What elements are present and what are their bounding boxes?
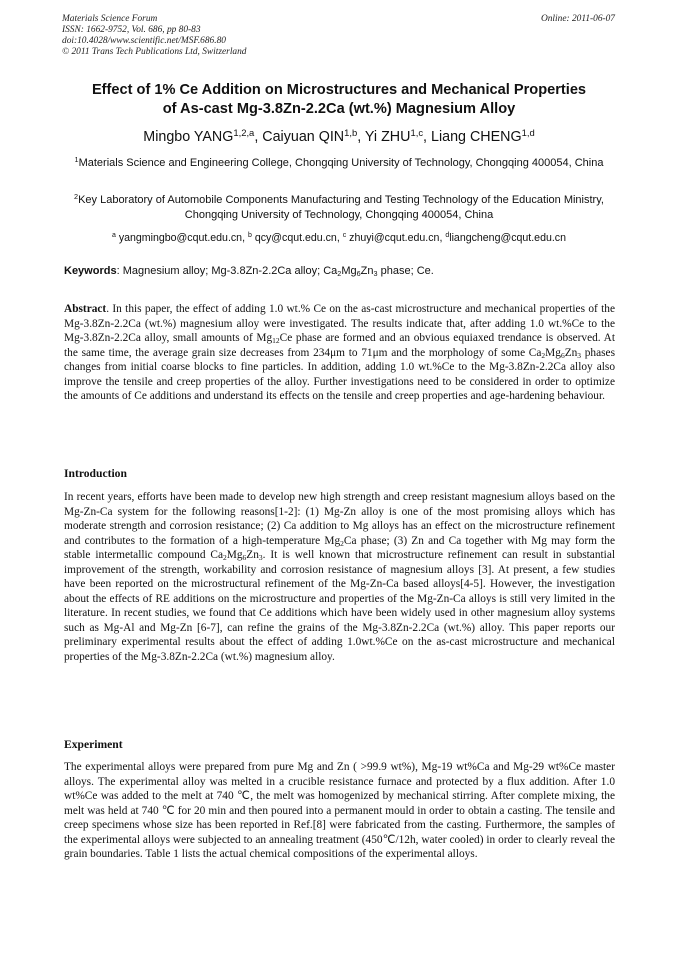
subscript: 3	[258, 553, 263, 563]
introduction-heading: Introduction	[64, 467, 127, 480]
email-mark: c	[342, 232, 347, 240]
subscript: 2	[541, 350, 546, 360]
journal-name: Materials Science Forum	[62, 14, 158, 24]
journal-issn: ISSN: 1662-9752, Vol. 686, pp 80-83	[62, 25, 201, 35]
introduction-text: Zn	[246, 549, 259, 562]
subscript: 6	[560, 350, 565, 360]
introduction-text: . It is well known that microstructure refinement can result in substantial improvement of the strength, workability and corrosion resistance of magnesium alloys [3]. At present, a few studies have been reported on the microstructural refinement of the Mg-Zn-Ca based alloys[4-5]. However, the investigation about the effects of RE additions on the microstructure and properties of the Mg-Zn-Ca alloys is still very limited in the literature. In recent studies, we found that Ce additions which have been widely used in other magnesium alloy systems such as Mg-Al and Mg-Zn [6-7], can refine the grains of the Mg-3.8Zn-2.2Ca (wt.%) alloy. This paper reports our preliminary experimental results about the effect of adding 1.0wt.%Ce on the as-cast microstructure and mechanical properties of the Mg-3.8Zn-2.2Ca (wt.%) magnesium alloy.	[64, 549, 615, 664]
abstract-paragraph	[64, 302, 615, 404]
keywords-text: phase; Ce.	[377, 265, 434, 277]
author-name: Mingbo YANG	[143, 129, 234, 145]
subscript: 12	[272, 335, 280, 345]
title-line-1: Effect of 1% Ce Addition on Microstructures and Mechanical Properties	[91, 82, 587, 98]
author-list: Mingbo YANG$^{1,2,a}$, Caiyuan QIN$^{1,b}$, Yi ZHU$^{1,c}$, Liang CHENG$^{1,d}$	[143, 126, 535, 145]
experiment-paragraph: The experimental alloys were prepared from pure Mg and Zn ( >99.9 wt%), Mg-19 wt%Ca and Mg-29 wt%Ce master alloys. The experimental alloy was melted in a crucible resistance furnace and protected by a flux addition. After 1.0 wt%Ce was added to the melt at 740 ℃, the melt was homogenized by mechanical stirring. After complete mixing, the melt was held at 740 ℃ for 20 min and then poured into a permanent mould in order to obtain a casting. The tensile and creep specimens whose size has been reported in Ref.[8] were fabricated from the casting. Furthermore, the samples of the experimental alloys were subjected to an annealing treatment (450℃/12h, water cooled) in order to clearly reveal the grain boundaries. Table 1 lists the actual chemical compositions of the experimental alloys.	[64, 761, 615, 861]
journal-doi: doi:10.4028/www.scientific.net/MSF.686.80	[62, 36, 226, 46]
email-address[interactable]: qcy@cqut.edu.cn	[254, 232, 337, 244]
online-date: Online: 2011-06-07	[540, 14, 615, 24]
affiliation-mark: 1	[74, 155, 79, 165]
author-affiliation-mark: 1,d	[521, 126, 535, 138]
affiliation-text: Key Laboratory of Automobile Components Manufacturing and Testing Technology of the Education Ministry, Chongqing University of Technology, Chongqing 400054, China	[78, 194, 604, 221]
affiliation-text: Materials Science and Engineering College, Chongqing University of Technology, Chongqing 400054, China	[78, 157, 604, 169]
subscript: 6	[242, 553, 247, 563]
title-line-2: of As-cast Mg-3.8Zn-2.2Ca (wt.%) Magnesium Alloy	[162, 101, 516, 117]
email-address[interactable]: zhuyi@cqut.edu.cn	[349, 232, 440, 244]
author-affiliation-mark: 1,c	[410, 126, 424, 138]
author-emails: $^a$ yangmingbo@cqut.edu.cn, $^b$ qcy@cqut.edu.cn, $^c$ zhuyi@cqut.edu.cn, $^d$liangcheng@cqut.edu.cn	[111, 232, 566, 244]
subscript: 6	[356, 268, 361, 278]
journal-copyright: © 2011 Trans Tech Publications Ltd, Switzerland	[62, 47, 247, 57]
keywords-text: Zn	[360, 265, 374, 277]
introduction-text: In recent years, efforts have been made to develop new high strength and creep resistant magnesium alloys based on the Mg-Zn-Ca system for the following reasons[1-2]: (1) Mg-Zn alloy is one of the most promising alloys which has moderate strength and corrosion resistance; (2) Ca addition to Mg alloys has an effect on the microstructure refinement and contributes to the formation of a high-temperature Mg	[64, 491, 615, 547]
introduction-text: Mg	[226, 549, 243, 562]
email-mark: a	[111, 232, 116, 240]
abstract-label: Abstract	[64, 303, 107, 315]
subscript: 2	[340, 538, 344, 548]
author-affiliation-mark: 1,2,a	[233, 126, 255, 138]
subscript: 2	[223, 553, 227, 563]
keywords-label: Keywords	[64, 265, 117, 277]
author-affiliation-mark: 1,b	[344, 126, 358, 138]
journal-header	[62, 14, 247, 58]
subscript: 2	[337, 268, 342, 278]
keywords-text: : Magnesium alloy; Mg-3.8Zn-2.2Ca alloy; Ca	[116, 265, 338, 277]
introduction-paragraph	[64, 490, 615, 665]
email-address[interactable]: liangcheng@cqut.edu.cn	[449, 232, 566, 244]
subscript: 3	[373, 268, 378, 278]
abstract-text: Zn	[564, 346, 578, 359]
keywords	[64, 264, 624, 278]
paper-title	[40, 81, 638, 119]
email-mark: d	[445, 232, 450, 240]
keywords-text: Mg	[341, 265, 357, 277]
author-name: Yi ZHU	[364, 129, 411, 145]
email-mark: b	[247, 232, 252, 240]
abstract-text: phases changes from initial coarse blocks to fine particles. In addition, adding 1.0 wt.%Ce to the Mg-3.8Zn-2.2Ca alloy also improve the tensile and creep properties of the alloy. Further investigations need to be considered in order to optimize the amounts of Ce additions and understand its effects on the tensile and creep properties and age-hardening behaviour.	[64, 346, 615, 403]
affiliation-1	[50, 156, 628, 171]
abstract-text: Mg	[545, 346, 561, 359]
affiliation-2	[50, 193, 628, 222]
email-address[interactable]: yangmingbo@cqut.edu.cn	[118, 232, 243, 244]
abstract-text: . In this paper, the effect of adding 1.0 wt.% Ce on the as-cast microstructure and mechanical properties of the Mg-3.8Zn-2.2Ca (wt.%) magnesium alloy were investigated. The results indicate that, after adding 1.0 wt.%Ce to the Mg-3.8Zn-2.2Ca alloy, small amounts of Mg	[64, 303, 615, 345]
experiment-heading: Experiment	[64, 738, 123, 751]
subscript: 3	[577, 350, 582, 360]
abstract-text: Ce phase are formed and an obvious equiaxed trendance is observed. At the same time, the average grain size decreases from 234μm to 71μm and the morphology of some Ca	[64, 332, 616, 359]
introduction-text: Ca phase; (3) Zn and Ca together with Mg may form the stable intermetallic compound Ca	[64, 534, 615, 562]
author-name: Liang CHENG	[431, 129, 522, 145]
affiliation-mark: 2	[74, 192, 79, 202]
author-name: Caiyuan QIN	[262, 129, 345, 145]
